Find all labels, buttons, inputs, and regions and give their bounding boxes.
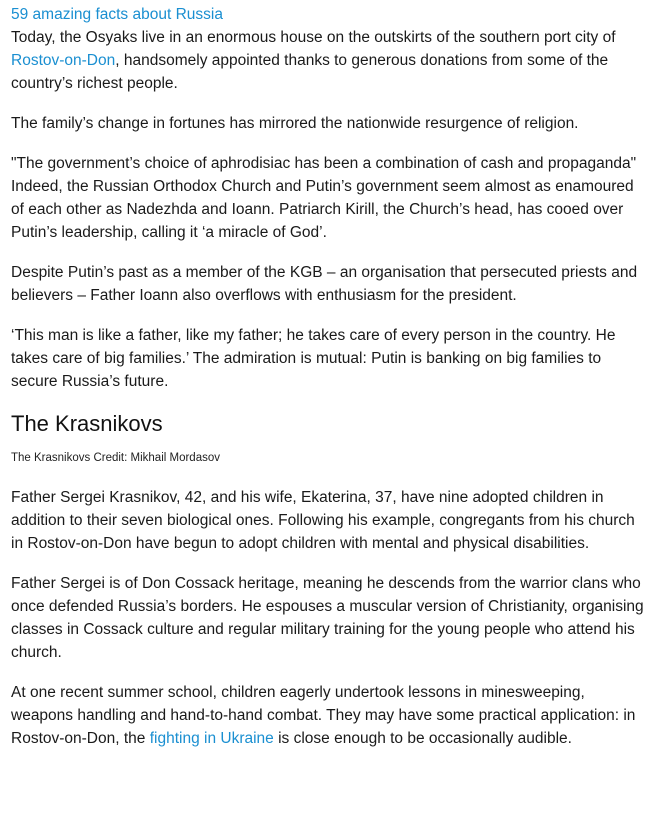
paragraph-orthodox-church: [11, 152, 645, 244]
image-caption: The Krasnikovs Credit: Mikhail Mordasov: [11, 452, 220, 464]
paragraph-summer-school: [11, 681, 645, 750]
paragraph-kgb: Despite Putin’s past as a member of the KGB – an organisation that persecuted priests and believers – Father Ioann also overflows with enthusiasm for the president.: [11, 264, 638, 304]
fighting-in-ukraine-link[interactable]: fighting in Ukraine: [149, 730, 274, 747]
pull-quote: "The government’s choice of aphrodisiac has been a combination of cash and propaganda": [11, 155, 637, 172]
paragraph-osyaks-house: [11, 26, 645, 95]
paragraph-cossack-heritage: Father Sergei is of Don Cossack heritage, meaning he descends from the warrior clans who once defended Russia’s borders. He espouses a muscular version of Christianity, organising classes in Cossack culture and regular military training for the young people who attend his church.: [11, 575, 644, 661]
rostov-on-don-link[interactable]: Rostov-on-Don: [11, 52, 116, 69]
related-article-link[interactable]: 59 amazing facts about Russia: [11, 6, 223, 23]
paragraph-text: is close enough to be occasionally audible.: [273, 730, 572, 747]
paragraph-text: At one recent summer school, children eagerly undertook lessons in minesweeping, weapons handling and hand-to-hand combat. They may have some practical application: in Rostov-on-Don, the: [11, 684, 636, 747]
paragraph-krasnikov-family: Father Sergei Krasnikov, 42, and his wife, Ekaterina, 37, have nine adopted children in addition to their seven biological ones. Following his example, congregants from his church in Rostov-on-Don have begun to adopt children with mental and physical disabilities.: [11, 489, 635, 552]
section-heading: The Krasnikovs: [11, 411, 163, 436]
paragraph-text: , handsomely appointed thanks to generous donations from some of the country’s richest people.: [11, 52, 609, 92]
paragraph-text: Indeed, the Russian Orthodox Church and Putin’s government seem almost as enamoured of each other as Nadezhda and Ioann. Patriarch Kirill, the Church’s head, has cooed over Putin’s leadership, calling it ‘a miracle of God’.: [11, 178, 634, 241]
paragraph-text: Today, the Osyaks live in an enormous house on the outskirts of the southern port city of: [11, 29, 616, 46]
paragraph-religion: The family’s change in fortunes has mirrored the nationwide resurgence of religion.: [11, 115, 579, 132]
paragraph-father-quote: ‘This man is like a father, like my father; he takes care of every person in the country. He takes care of big families.’ The admiration is mutual: Putin is banking on big families to secure Russia’s future.: [11, 327, 616, 390]
